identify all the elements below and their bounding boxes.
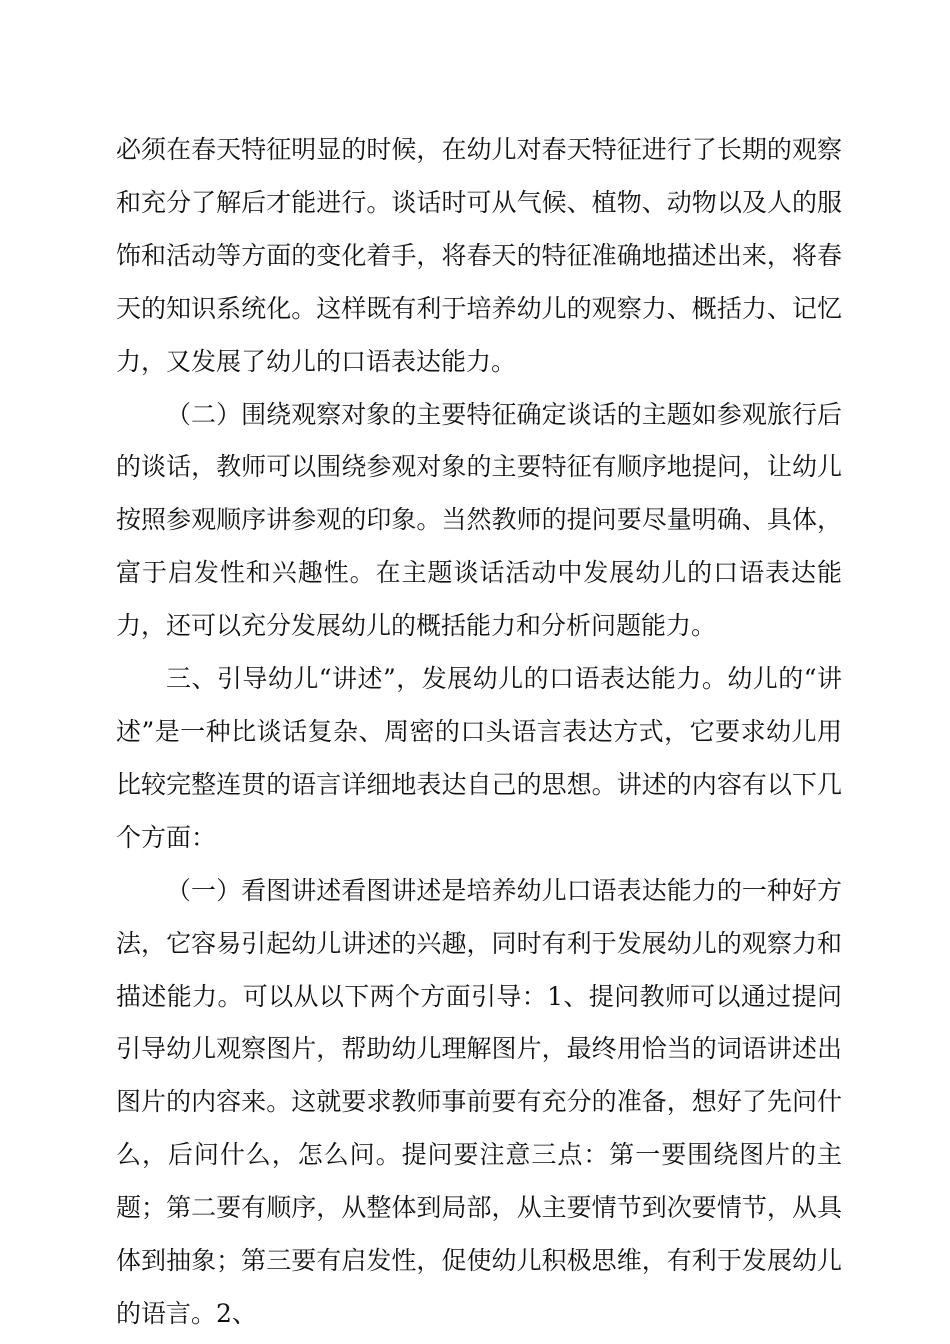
paragraph-continuation: 必须在春天特征明显的时候，在幼儿对春天特征进行了长期的观察和充分了解后才能进行。谈话时可从气候、植物、动物以及人的服饰和活动等方面的变化着手，将春天的特征准确地描述出来，将春天的知识系统化。这样既有利于培养幼儿的观察力、概括力、记忆力，又发展了幼儿的口语表达能力。: [116, 135, 842, 376]
document-body: [116, 124, 842, 1341]
paragraph-section-2: （二）围绕观察对象的主要特征确定谈话的主题如参观旅行后的谈话，教师可以围绕参观对象的主要特征有顺序地提问，让幼儿按照参观顺序讲参观的印象。当然教师的提问要尽量明确、具体，富于启发性和兴趣性。在主题谈话活动中发展幼儿的口语表达能力，还可以充分发展幼儿的概括能力和分析问题能力。: [116, 399, 842, 641]
paragraph-section-3: 三、引导幼儿“讲述”，发展幼儿的口语表达能力。幼儿的“讲述”是一种比谈话复杂、周密的口头语言表达方式，它要求幼儿用比较完整连贯的语言详细地表达自己的思想。讲述的内容有以下几个方面：: [116, 664, 842, 852]
paragraph-section-3-1: （一）看图讲述看图讲述是培养幼儿口语表达能力的一种好方法，它容易引起幼儿讲述的兴趣，同时有利于发展幼儿的观察力和描述能力。可以从以下两个方面引导：1、提问教师可以通过提问引导幼儿观察图片，帮助幼儿理解图片，最终用恰当的词语讲述出图片的内容来。这就要求教师事前要有充分的准备，想好了先问什么，后问什么，怎么问。提问要注意三点：第一要围绕图片的主题；第二要有顺序，从整体到局部，从主要情节到次要情节，从具体到抽象；第三要有启发性，促使幼儿积极思维，有利于发展幼儿的语言。2、: [116, 875, 842, 1328]
